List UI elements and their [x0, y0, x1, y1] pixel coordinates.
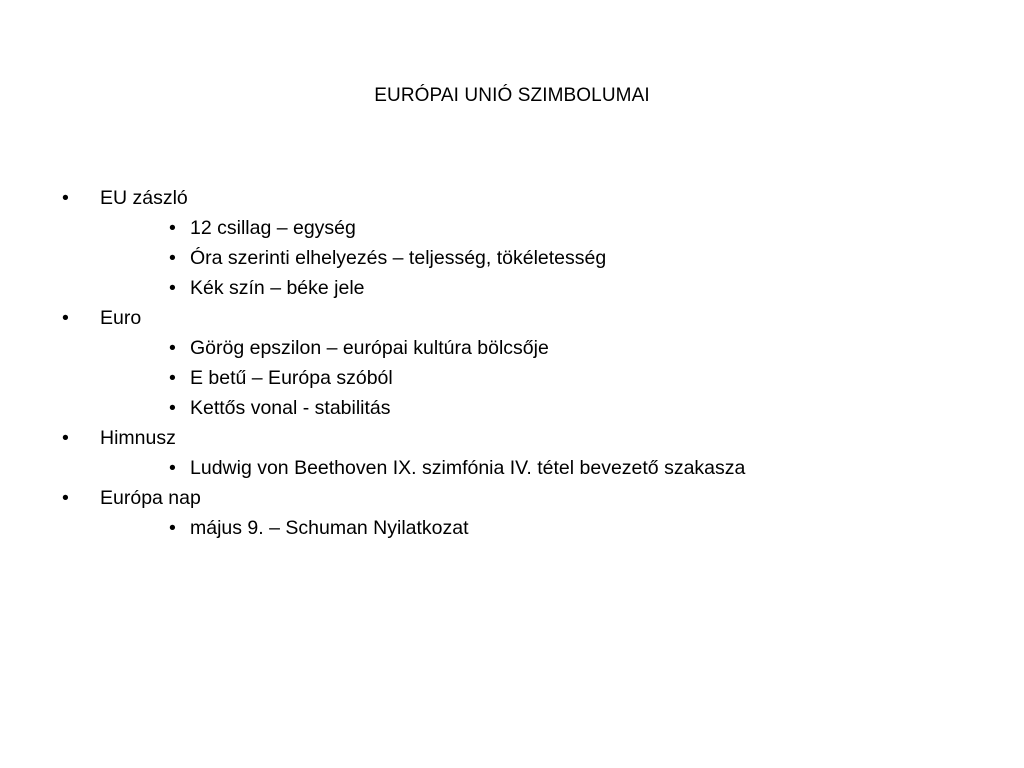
bullet-icon: • [62, 427, 69, 449]
sub-list-item-label: Görög epszilon – európai kultúra bölcsője [190, 337, 549, 359]
list-item-label: Euro [100, 307, 142, 329]
bullet-icon: • [169, 367, 176, 389]
sub-list-item [0, 243, 1024, 273]
bullet-icon: • [169, 517, 176, 539]
list-item-anthem [0, 423, 1024, 453]
sub-list-item-label: 12 csillag – egység [190, 217, 356, 239]
list-item-label: Himnusz [100, 427, 176, 449]
list-item-europe-day [0, 483, 1024, 513]
sub-list-item [0, 513, 1024, 543]
sub-list-item [0, 213, 1024, 243]
list-item-euro [0, 303, 1024, 333]
sub-list-item-label: Óra szerinti elhelyezés – teljesség, tökéletesség [190, 247, 607, 269]
sub-list-item-label: Ludwig von Beethoven IX. szimfónia IV. tétel bevezető szakasza [190, 457, 746, 479]
bullet-icon: • [169, 277, 176, 299]
sub-list-item-label: Kettős vonal - stabilitás [190, 397, 391, 419]
list-item-label: Európa nap [100, 487, 201, 509]
sub-list-item [0, 333, 1024, 363]
bullet-icon: • [62, 487, 69, 509]
sub-list-item-label: Kék szín – béke jele [190, 277, 365, 299]
bullet-icon: • [169, 397, 176, 419]
sub-list-item [0, 393, 1024, 423]
bullet-icon: • [169, 337, 176, 359]
list-item-eu-flag [0, 183, 1024, 213]
bullet-icon: • [169, 217, 176, 239]
sub-list-item-label: május 9. – Schuman Nyilatkozat [190, 517, 469, 539]
bullet-icon: • [62, 307, 69, 329]
list-item-label: EU zászló [100, 187, 188, 209]
bullet-icon: • [169, 457, 176, 479]
sub-list-item-label: E betű – Európa szóból [190, 367, 393, 389]
sub-list-item [0, 273, 1024, 303]
sub-list-item [0, 453, 1024, 483]
slide-title: EURÓPAI UNIÓ SZIMBOLUMAI [374, 85, 650, 106]
bullet-list [0, 183, 1024, 543]
bullet-icon: • [62, 187, 69, 209]
bullet-icon: • [169, 247, 176, 269]
sub-list-item [0, 363, 1024, 393]
